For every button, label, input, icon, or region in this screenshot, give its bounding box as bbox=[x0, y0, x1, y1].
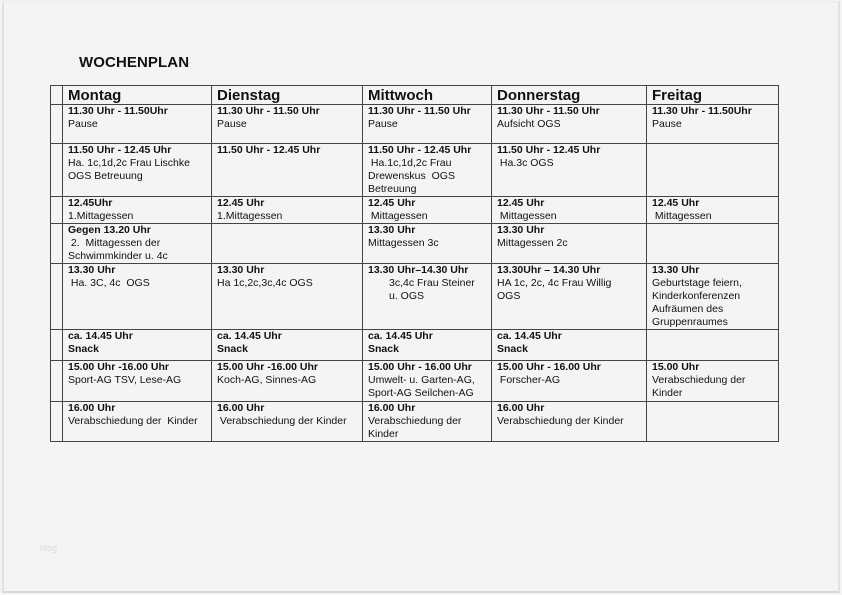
cell-freitag bbox=[647, 402, 779, 442]
time-label: 15.00 Uhr - 16.00 Uhr bbox=[497, 361, 601, 373]
activity-text: Mittagessen 2c bbox=[497, 237, 568, 249]
header-dienstag: Dienstag bbox=[212, 86, 363, 105]
activity-text: Ha 1c,2c,3c,4c OGS bbox=[217, 277, 313, 289]
activity-text: Gruppenraumes bbox=[652, 316, 728, 328]
activity-text: Aufräumen des bbox=[652, 303, 724, 315]
activity-text: Mittagessen 3c bbox=[368, 237, 439, 249]
activity-text: Mittagessen bbox=[497, 210, 557, 222]
time-label: 13.30 Uhr bbox=[368, 224, 416, 236]
time-label: 12.45 Uhr bbox=[368, 197, 416, 209]
cell-dienstag bbox=[212, 330, 363, 361]
cell-dienstag bbox=[212, 197, 363, 224]
cell-montag bbox=[63, 105, 212, 144]
activity-text: Ha.1c,1d,2c Frau bbox=[368, 157, 452, 169]
cell-mittwoch bbox=[363, 402, 492, 442]
activity-text: Mittagessen bbox=[368, 210, 428, 222]
time-label: 11.50 Uhr - 12.45 Uhr bbox=[497, 144, 601, 156]
gutter-cell bbox=[51, 86, 63, 105]
cell-donnerstag bbox=[492, 197, 647, 224]
activity-text: Pause bbox=[652, 118, 682, 130]
activity-text: Kinderkonferenzen bbox=[652, 290, 741, 302]
activity-text: Geburtstage feiern, bbox=[652, 277, 742, 289]
table-row bbox=[51, 402, 779, 442]
time-label: 13.30 Uhr bbox=[497, 224, 545, 236]
table-row bbox=[51, 224, 779, 264]
time-label: 11.50 Uhr - 12.45 Uhr bbox=[217, 144, 321, 156]
activity-text: Ha.3c OGS bbox=[497, 157, 554, 169]
activity-text: 2. Mittagessen der bbox=[68, 237, 161, 249]
activity-text: Kinder bbox=[368, 428, 399, 440]
activity-text: Pause bbox=[68, 118, 98, 130]
activity-text: Snack bbox=[368, 343, 399, 355]
activity-text: OGS Betreuung bbox=[68, 170, 143, 182]
activity-text: Verabschiedung der bbox=[368, 415, 462, 427]
time-label: 16.00 Uhr bbox=[217, 402, 265, 414]
gutter-cell bbox=[51, 144, 63, 197]
header-montag: Montag bbox=[63, 86, 212, 105]
time-label: 11.30 Uhr - 11.50 Uhr bbox=[217, 105, 320, 117]
cell-mittwoch bbox=[363, 224, 492, 264]
activity-text: Kinder bbox=[652, 387, 683, 399]
activity-text: 1.Mittagessen bbox=[217, 210, 283, 222]
cell-donnerstag bbox=[492, 330, 647, 361]
cell-donnerstag bbox=[492, 144, 647, 197]
cell-dienstag bbox=[212, 361, 363, 402]
time-label: 12.45Uhr bbox=[68, 197, 113, 209]
activity-text: Snack bbox=[217, 343, 248, 355]
cell-montag bbox=[63, 361, 212, 402]
cell-dienstag bbox=[212, 264, 363, 330]
cell-freitag bbox=[647, 105, 779, 144]
table-row bbox=[51, 361, 779, 402]
cell-montag bbox=[63, 144, 212, 197]
cell-freitag bbox=[647, 224, 779, 264]
cell-mittwoch bbox=[363, 197, 492, 224]
cell-dienstag bbox=[212, 224, 363, 264]
activity-text: Koch-AG, Sinnes-AG bbox=[217, 374, 317, 386]
time-label: ca. 14.45 Uhr bbox=[217, 330, 282, 342]
gutter-cell bbox=[51, 361, 63, 402]
activity-text: Sport-AG TSV, Lese-AG bbox=[68, 374, 182, 386]
cell-mittwoch bbox=[363, 330, 492, 361]
weekly-schedule-table bbox=[50, 85, 779, 442]
cell-donnerstag bbox=[492, 224, 647, 264]
page-title: WOCHENPLAN bbox=[79, 54, 190, 71]
time-label: 15.00 Uhr -16.00 Uhr bbox=[217, 361, 318, 373]
cell-donnerstag bbox=[492, 105, 647, 144]
activity-text: Snack bbox=[68, 343, 99, 355]
cell-mittwoch bbox=[363, 144, 492, 197]
table-row bbox=[51, 105, 779, 144]
time-label: 11.30 Uhr - 11.50 Uhr bbox=[368, 105, 471, 117]
activity-text: Mittagessen bbox=[652, 210, 712, 222]
header-mittwoch: Mittwoch bbox=[363, 86, 492, 105]
table-row bbox=[51, 144, 779, 197]
cell-freitag bbox=[647, 144, 779, 197]
cell-freitag bbox=[647, 264, 779, 330]
time-label: 11.50 Uhr - 12.45 Uhr bbox=[68, 144, 172, 156]
activity-text: Schwimmkinder u. 4c bbox=[68, 250, 168, 262]
gutter-cell bbox=[51, 224, 63, 264]
activity-text: Drewenskus OGS bbox=[368, 170, 455, 182]
time-label: Gegen 13.20 Uhr bbox=[68, 224, 151, 236]
gutter-cell bbox=[51, 264, 63, 330]
time-label: 11.30 Uhr - 11.50 Uhr bbox=[497, 105, 600, 117]
activity-text: Verabschiedung der Kinder bbox=[68, 415, 198, 427]
time-label: 16.00 Uhr bbox=[497, 402, 545, 414]
activity-text: Snack bbox=[497, 343, 528, 355]
activity-text: Verabschiedung der Kinder bbox=[497, 415, 624, 427]
activity-text: 3c,4c Frau Steiner bbox=[389, 277, 475, 289]
cell-donnerstag bbox=[492, 264, 647, 330]
cell-donnerstag bbox=[492, 402, 647, 442]
cell-montag bbox=[63, 197, 212, 224]
cell-montag bbox=[63, 330, 212, 361]
activity-text: HA 1c, 2c, 4c Frau Willig bbox=[497, 277, 612, 289]
time-label: 16.00 Uhr bbox=[68, 402, 116, 414]
time-label: ca. 14.45 Uhr bbox=[68, 330, 133, 342]
time-label: ca. 14.45 Uhr bbox=[497, 330, 562, 342]
activity-text: u. OGS bbox=[389, 290, 425, 302]
time-label: ca. 14.45 Uhr bbox=[368, 330, 433, 342]
header-donnerstag: Donnerstag bbox=[492, 86, 647, 105]
activity-text: Pause bbox=[217, 118, 247, 130]
gutter-cell bbox=[51, 105, 63, 144]
activity-text: Aufsicht OGS bbox=[497, 118, 561, 130]
activity-text: Verabschiedung der bbox=[652, 374, 746, 386]
cell-freitag bbox=[647, 361, 779, 402]
activity-text: Ha. 1c,1d,2c Frau Lischke bbox=[68, 157, 190, 169]
cell-freitag bbox=[647, 330, 779, 361]
time-label: 13.30 Uhr–14.30 Uhr bbox=[368, 264, 469, 276]
cell-dienstag bbox=[212, 144, 363, 197]
gutter-cell bbox=[51, 330, 63, 361]
cell-donnerstag bbox=[492, 361, 647, 402]
cell-mittwoch bbox=[363, 361, 492, 402]
activity-text: 1.Mittagessen bbox=[68, 210, 134, 222]
activity-text: Forscher-AG bbox=[497, 374, 561, 386]
activity-text: Sport-AG Seilchen-AG bbox=[368, 387, 474, 399]
time-label: 11.30 Uhr - 11.50Uhr bbox=[68, 105, 168, 117]
cell-freitag bbox=[647, 197, 779, 224]
cell-mittwoch bbox=[363, 105, 492, 144]
time-label: 15.00 Uhr bbox=[652, 361, 700, 373]
header-freitag: Freitag bbox=[647, 86, 779, 105]
time-label: 12.45 Uhr bbox=[497, 197, 545, 209]
table-row bbox=[51, 264, 779, 330]
activity-text: Pause bbox=[368, 118, 398, 130]
time-label: 13.30 Uhr bbox=[217, 264, 265, 276]
time-label: 11.30 Uhr - 11.50Uhr bbox=[652, 105, 752, 117]
time-label: 11.50 Uhr - 12.45 Uhr bbox=[368, 144, 472, 156]
activity-text: OGS bbox=[497, 290, 521, 302]
cell-montag bbox=[63, 402, 212, 442]
cell-dienstag bbox=[212, 105, 363, 144]
time-label: 16.00 Uhr bbox=[368, 402, 416, 414]
cell-dienstag bbox=[212, 402, 363, 442]
time-label: 12.45 Uhr bbox=[217, 197, 265, 209]
time-label: 13.30 Uhr bbox=[68, 264, 116, 276]
activity-text: Umwelt- u. Garten-AG, bbox=[368, 374, 475, 386]
table-row bbox=[51, 197, 779, 224]
cell-montag bbox=[63, 224, 212, 264]
gutter-cell bbox=[51, 402, 63, 442]
activity-text: Betreuung bbox=[368, 183, 417, 195]
time-label: 13.30 Uhr bbox=[652, 264, 700, 276]
cell-montag bbox=[63, 264, 212, 330]
time-label: 13.30Uhr – 14.30 Uhr bbox=[497, 264, 601, 276]
activity-text: Ha. 3C, 4c OGS bbox=[68, 277, 150, 289]
time-label: 15.00 Uhr -16.00 Uhr bbox=[68, 361, 169, 373]
time-label: 12.45 Uhr bbox=[652, 197, 700, 209]
gutter-cell bbox=[51, 197, 63, 224]
table-row bbox=[51, 330, 779, 361]
cell-mittwoch bbox=[363, 264, 492, 330]
activity-text: Verabschiedung der Kinder bbox=[217, 415, 347, 427]
watermark-text: blog bbox=[40, 543, 58, 553]
header-row bbox=[51, 86, 779, 105]
time-label: 15.00 Uhr - 16.00 Uhr bbox=[368, 361, 472, 373]
